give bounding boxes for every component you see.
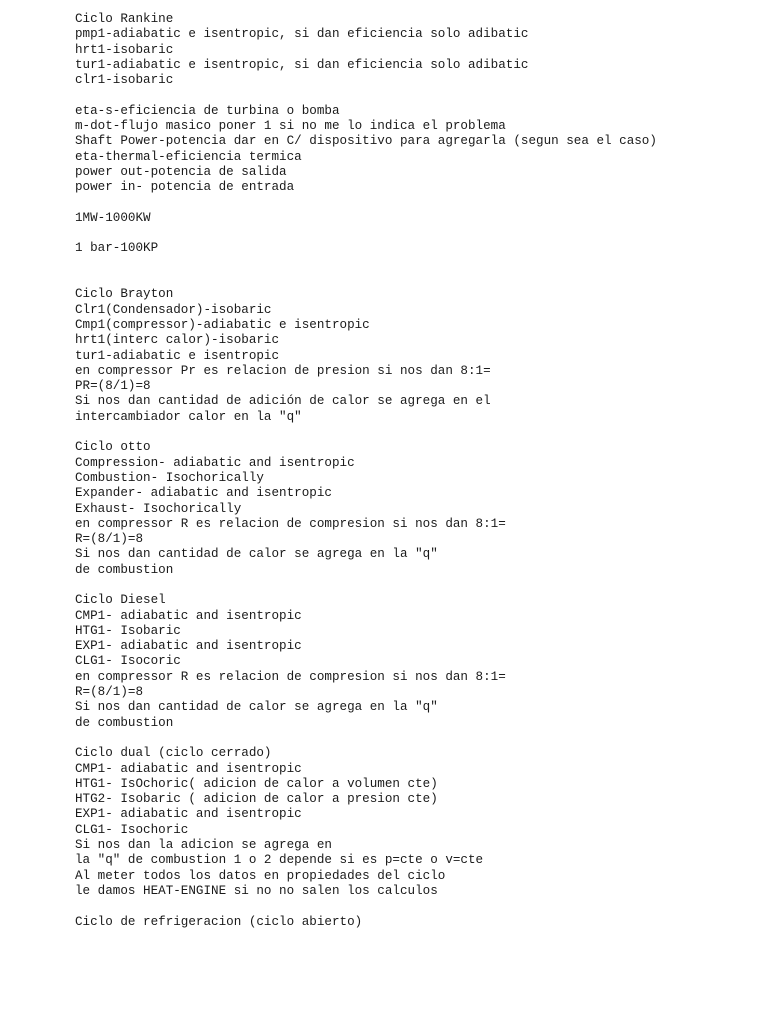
text-line: tur1-adiabatic e isentropic xyxy=(75,348,280,363)
text-line: Ciclo Rankine xyxy=(75,12,174,26)
text-line: Cmp1(compressor)-adiabatic e isentropic xyxy=(75,317,370,332)
text-line: eta-thermal-eficiencia termica xyxy=(75,149,302,164)
blank-line xyxy=(75,731,755,746)
text-line: 1MW-1000KW xyxy=(75,210,151,225)
text-line: de combustion xyxy=(75,715,174,730)
text-line: Al meter todos los datos en propiedades del ciclo xyxy=(75,868,446,883)
text-line: Expander- adiabatic and isentropic xyxy=(75,486,332,501)
blank-line xyxy=(75,425,755,440)
text-line: Si nos dan cantidad de adición de calor se agrega en el xyxy=(75,394,491,409)
blank-line xyxy=(75,196,755,211)
text-line: pmp1-adiabatic e isentropic, si dan eficiencia solo adibatic xyxy=(75,27,529,42)
text-line: EXP1- adiabatic and isentropic xyxy=(75,807,302,822)
text-line: eta-s-eficiencia de turbina o bomba xyxy=(75,103,340,118)
text-line: EXP1- adiabatic and isentropic xyxy=(75,639,302,654)
text-line: 1 bar-100KP xyxy=(75,241,159,256)
text-line: Shaft Power-potencia dar en C/ dispositivo para agregarla (segun sea el caso) xyxy=(75,134,657,149)
blank-line xyxy=(75,578,755,593)
text-line: HTG2- Isobaric ( adicion de calor a presion cte) xyxy=(75,792,438,807)
blank-line xyxy=(75,272,755,287)
blank-line xyxy=(75,88,755,103)
text-line: hrt1(interc calor)-isobaric xyxy=(75,333,280,348)
text-line: Clr1(Condensador)-isobaric xyxy=(75,302,272,317)
text-line: clr1-isobaric xyxy=(75,73,174,88)
text-line: power in- potencia de entrada xyxy=(75,180,295,195)
text-line: HTG1- Isobaric xyxy=(75,623,181,638)
text-line: m-dot-flujo masico poner 1 si no me lo indica el problema xyxy=(75,119,506,134)
text-line: Ciclo dual (ciclo cerrado) xyxy=(75,746,272,761)
text-line: en compressor R es relacion de compresion si nos dan 8:1= xyxy=(75,516,506,531)
text-line: Ciclo Diesel xyxy=(75,593,166,608)
text-line: de combustion xyxy=(75,562,174,577)
text-line: hrt1-isobaric xyxy=(75,42,174,57)
text-line: R=(8/1)=8 xyxy=(75,532,144,547)
blank-line xyxy=(75,226,755,241)
text-line: CLG1- Isochoric xyxy=(75,822,189,837)
text-line: Exhaust- Isochorically xyxy=(75,501,242,516)
text-line: intercambiador calor en la "q" xyxy=(75,409,302,424)
blank-line xyxy=(75,899,755,914)
text-line: en compressor R es relacion de compresion si nos dan 8:1= xyxy=(75,669,506,684)
text-line: R=(8/1)=8 xyxy=(75,685,144,700)
text-line: tur1-adiabatic e isentropic, si dan eficiencia solo adibatic xyxy=(75,57,529,72)
text-line: CMP1- adiabatic and isentropic xyxy=(75,608,302,623)
blank-line xyxy=(75,257,755,272)
document-page xyxy=(75,12,755,930)
text-line: CMP1- adiabatic and isentropic xyxy=(75,761,302,776)
text-line: Combustion- Isochorically xyxy=(75,470,264,485)
text-line: Ciclo de refrigeracion (ciclo abierto) xyxy=(75,914,363,929)
text-line: Si nos dan cantidad de calor se agrega en la "q" xyxy=(75,547,438,562)
text-line: PR=(8/1)=8 xyxy=(75,379,151,394)
text-line: power out-potencia de salida xyxy=(75,164,287,179)
text-line: CLG1- Isocoric xyxy=(75,654,181,669)
text-line: en compressor Pr es relacion de presion si nos dan 8:1= xyxy=(75,363,491,378)
text-line: la "q" de combustion 1 o 2 depende si es p=cte o v=cte xyxy=(75,853,484,868)
text-line: Si nos dan la adicion se agrega en xyxy=(75,838,332,853)
text-line: Ciclo otto xyxy=(75,440,151,455)
text-line: Ciclo Brayton xyxy=(75,287,174,302)
text-line: HTG1- IsOchoric( adicion de calor a volumen cte) xyxy=(75,776,438,791)
text-line: Compression- adiabatic and isentropic xyxy=(75,455,355,470)
text-line: Si nos dan cantidad de calor se agrega en la "q" xyxy=(75,700,438,715)
text-line: le damos HEAT-ENGINE si no no salen los calculos xyxy=(75,883,438,898)
